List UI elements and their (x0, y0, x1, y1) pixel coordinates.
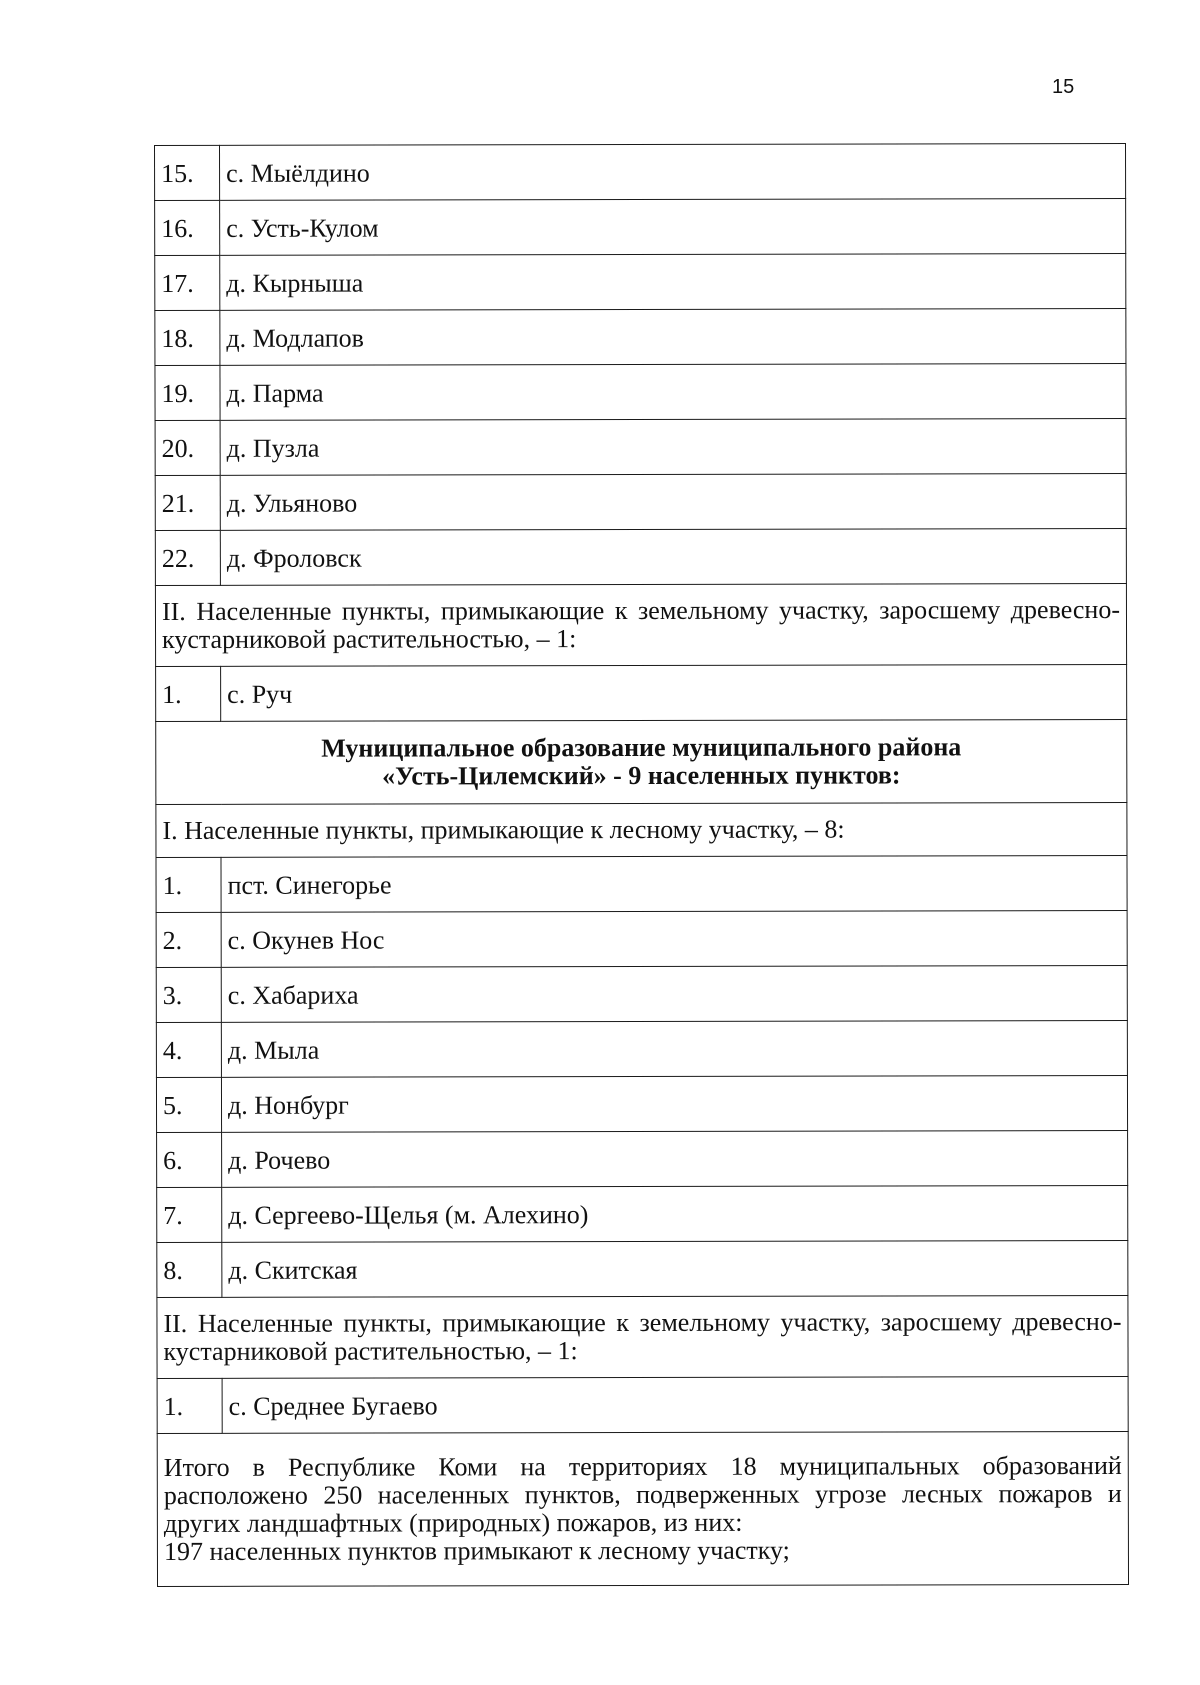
row-number: 2. (156, 912, 221, 967)
table-row (157, 1130, 1128, 1187)
table-row (157, 1376, 1128, 1433)
row-number: 22. (155, 530, 220, 585)
table-row (155, 253, 1126, 310)
row-number: 18. (155, 310, 220, 365)
settlement-name: д. Скитская (222, 1240, 1128, 1297)
table-row (156, 965, 1127, 1022)
row-number: 5. (156, 1077, 221, 1132)
settlement-name: д. Мыла (221, 1020, 1127, 1077)
table-row (155, 418, 1126, 475)
settlements-table (154, 143, 1129, 1587)
settlement-name: д. Пузла (220, 418, 1126, 475)
table-row (155, 198, 1126, 255)
table-row (155, 143, 1126, 200)
row-number: 4. (156, 1022, 221, 1077)
summary-row (157, 1431, 1128, 1586)
municipality-heading-row (156, 719, 1127, 804)
section-header-row (155, 583, 1126, 666)
row-number: 3. (156, 967, 221, 1022)
settlement-name: пст. Синегорье (221, 855, 1127, 912)
table-row (157, 1185, 1128, 1242)
table-row (156, 855, 1127, 912)
section-header-row (156, 802, 1127, 857)
row-number: 7. (157, 1187, 222, 1242)
heading-line-1: Муниципальное образование муниципального района (321, 732, 962, 763)
table-row (156, 664, 1127, 721)
section-header-row (157, 1295, 1128, 1378)
row-number: 6. (157, 1132, 222, 1187)
settlement-name: д. Нонбург (221, 1075, 1127, 1132)
table-row (156, 1020, 1127, 1077)
row-number: 17. (155, 255, 220, 310)
summary-text: Итого в Республике Коми на территориях 18 муниципальных образований расположено 250 населенных пунктов, подверженных угрозе лесных пожаров и других ландшафтных (природных) пожаров, из них: (163, 1450, 1122, 1538)
settlement-name: с. Усть-Кулом (220, 198, 1126, 255)
settlement-name: д. Сергеево-Щелья (м. Алехино) (222, 1185, 1128, 1242)
row-number: 1. (156, 666, 221, 721)
summary-cell (157, 1431, 1128, 1586)
section-title: I. Населенные пункты, примыкающие к лесному участку, – 8: (156, 802, 1127, 857)
table-row (155, 528, 1126, 585)
table-row (156, 1075, 1127, 1132)
row-number: 16. (155, 200, 220, 255)
settlement-name: д. Кырныша (220, 253, 1126, 310)
settlement-name: д. Модлапов (220, 308, 1126, 365)
settlement-name: с. Хабариха (221, 965, 1127, 1022)
row-number: 1. (156, 857, 221, 912)
page-number: 15 (1052, 76, 1075, 98)
table-row (156, 910, 1127, 967)
heading-line-2: «Усть-Цилемский» - 9 населенных пунктов: (382, 760, 901, 791)
section-title: II. Населенные пункты, примыкающие к земельному участку, заросшему древесно-кустарниковой растительностью, – 1: (157, 1295, 1128, 1378)
table-row (155, 308, 1126, 365)
table-row (157, 1240, 1128, 1297)
row-number: 19. (155, 365, 220, 420)
settlement-name: д. Рочево (222, 1130, 1128, 1187)
settlement-name: д. Ульяново (220, 473, 1126, 530)
municipality-heading (156, 719, 1127, 804)
settlement-name: д. Фроловск (220, 528, 1126, 585)
settlement-name: с. Среднее Бугаево (222, 1376, 1128, 1433)
row-number: 15. (155, 145, 220, 200)
section-title: II. Населенные пункты, примыкающие к земельному участку, заросшему древесно-кустарниковой растительностью, – 1: (155, 583, 1126, 666)
row-number: 8. (157, 1242, 222, 1297)
summary-line-2: 197 населенных пунктов примыкают к лесному участку; (163, 1535, 790, 1566)
table-row (155, 363, 1126, 420)
table-row (155, 473, 1126, 530)
settlement-name: д. Парма (220, 363, 1126, 420)
settlement-name: с. Мыёлдино (220, 143, 1126, 200)
settlement-name: с. Руч (221, 664, 1127, 721)
row-number: 20. (155, 420, 220, 475)
row-number: 1. (157, 1378, 222, 1433)
settlement-name: с. Окунев Нос (221, 910, 1127, 967)
row-number: 21. (155, 475, 220, 530)
